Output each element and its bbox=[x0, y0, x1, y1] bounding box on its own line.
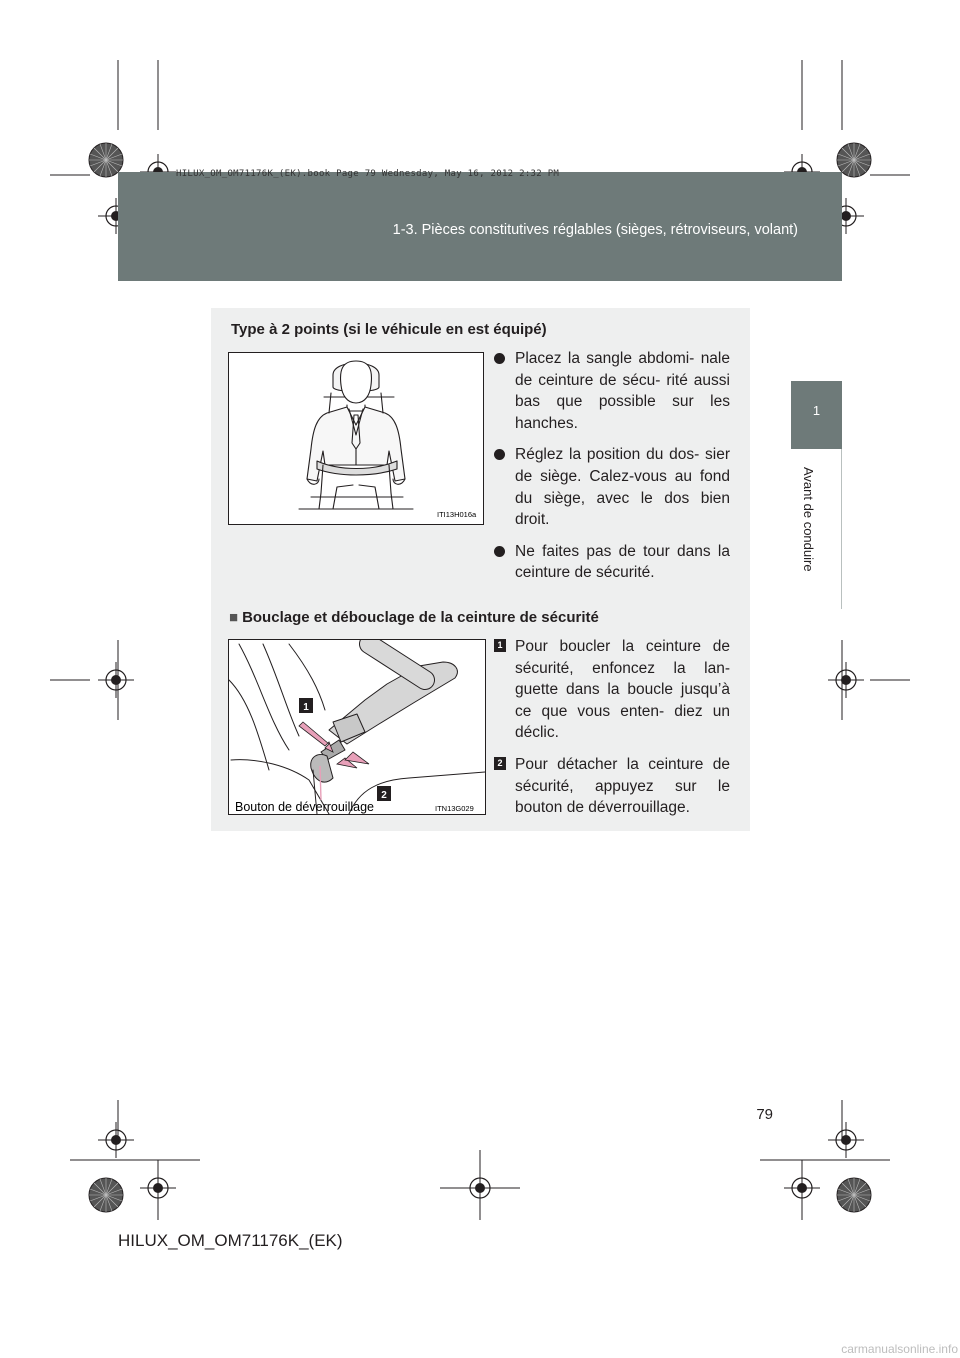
seatbelt-buckle-drawing bbox=[229, 640, 485, 814]
step-item bbox=[494, 636, 730, 744]
step-number-badge: 1 bbox=[494, 639, 506, 652]
square-bullet-icon: ■ bbox=[229, 609, 239, 626]
bullet-text: Ne faites pas de tour dans la ceinture de sécurité. bbox=[515, 542, 730, 582]
section-title-buckling bbox=[229, 609, 599, 626]
bullet-text: Réglez la position du dos- sier de siège. Calez-vous au fond du siège, avec le dos bien droit. bbox=[515, 446, 730, 529]
section-header-title: 1-3. Pièces constitutives réglables (sièges, rétroviseurs, volant) bbox=[392, 222, 798, 238]
figure-step-badge-2: 2 bbox=[381, 790, 387, 801]
chapter-label-container bbox=[791, 449, 842, 649]
bullet-text: Placez la sangle abdomi- nale de ceinture de sécu- rité aussi bas que possible sur les hanches. bbox=[515, 350, 730, 432]
seated-occupant-illustration bbox=[228, 352, 484, 525]
bullet-dot-icon bbox=[494, 449, 505, 460]
release-button-caption: Bouton de déverrouillage bbox=[235, 800, 374, 814]
section-title-text: Bouclage et débouclage de la ceinture de sécurité bbox=[242, 609, 599, 626]
step-number-badge: 2 bbox=[494, 757, 506, 770]
step-item bbox=[494, 754, 730, 819]
bullet-dot-icon bbox=[494, 353, 505, 364]
chapter-label: Avant de conduire bbox=[801, 467, 816, 572]
bullet-item bbox=[494, 444, 730, 530]
bullet-dot-icon bbox=[494, 546, 505, 557]
page-number: 79 bbox=[756, 1106, 773, 1123]
step-text: Pour détacher la ceinture de sécurité, appuyez sur le bouton de déverrouillage. bbox=[515, 755, 730, 817]
chapter-number: 1 bbox=[812, 403, 821, 418]
figure-step-badge-1: 1 bbox=[303, 702, 309, 713]
bullet-item bbox=[494, 541, 730, 584]
section1-bullet-list bbox=[494, 348, 730, 584]
step-text: Pour boucler la ceinture de sécurité, enfoncez la lan- guette dans la boucle jusqu’à ce que vous enten- diez un déclic. bbox=[515, 638, 730, 742]
seated-occupant-drawing bbox=[229, 353, 483, 524]
figure-code-2: ITN13G029 bbox=[435, 804, 474, 813]
watermark: carmanualsonline.info bbox=[841, 1342, 958, 1356]
bullet-item bbox=[494, 348, 730, 434]
figure-code-1: ITI13H016a bbox=[437, 510, 477, 519]
section-title-2-point: Type à 2 points (si le véhicule en est équipé) bbox=[231, 321, 547, 338]
section2-step-list bbox=[494, 636, 730, 819]
document-code: HILUX_OM_OM71176K_(EK) bbox=[118, 1231, 343, 1250]
book-file-stamp: HILUX_OM_OM71176K_(EK).book Page 79 Wednesday, May 16, 2012 2:32 PM bbox=[176, 169, 560, 179]
seatbelt-buckle-illustration bbox=[228, 639, 486, 815]
